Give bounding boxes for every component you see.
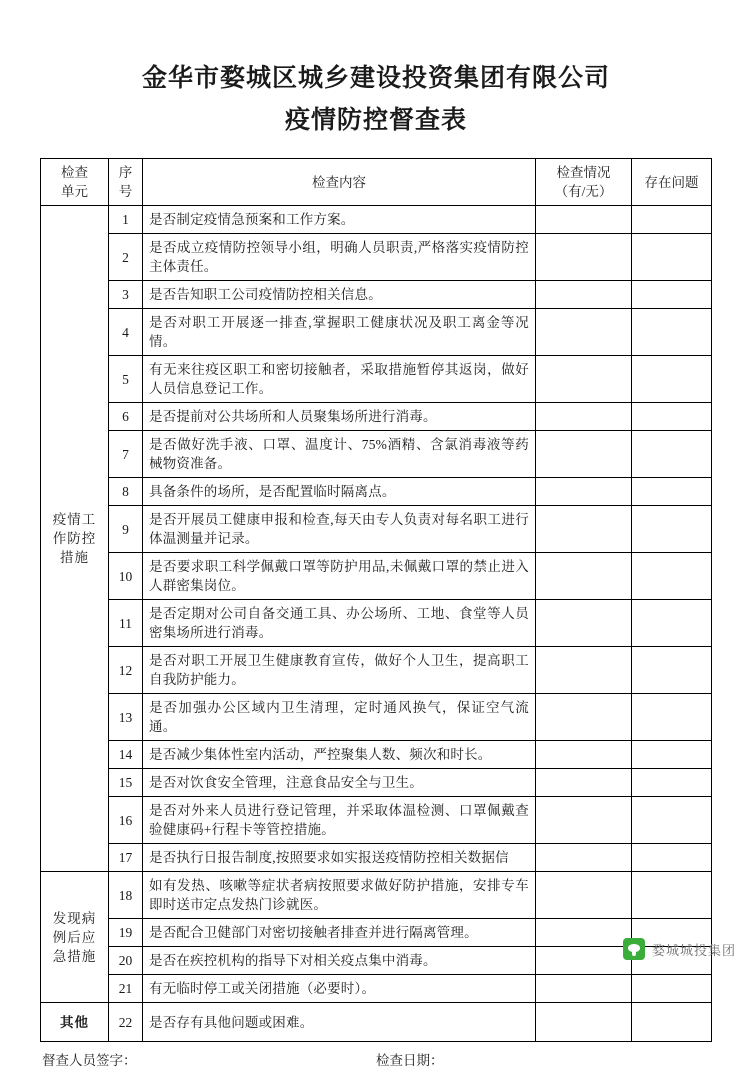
table-row [41,919,712,947]
leaf-logo-icon [623,938,645,960]
header-no [109,159,143,206]
row-status[interactable] [536,919,632,947]
row-problem[interactable] [632,600,712,647]
table-row [41,281,712,309]
table-row [41,431,712,478]
row-no: 11 [109,600,143,647]
row-content: 是否执行日报告制度,按照要求如实报送疫情防控相关数据信 [143,844,536,872]
row-status[interactable] [536,741,632,769]
header-problem: 存在问题 [632,159,712,206]
row-no: 10 [109,553,143,600]
watermark-account-name: 婺城城投集团 [651,942,736,958]
table-row [41,872,712,919]
table-row [41,553,712,600]
header-status-line2: （有/无） [554,184,613,199]
group-unit-cell-2 [41,872,109,1003]
row-no: 21 [109,975,143,1003]
table-row [41,694,712,741]
row-status[interactable] [536,769,632,797]
row-problem[interactable] [632,431,712,478]
date-label: 检查日期： [376,1053,444,1068]
page-title [40,58,712,142]
row-problem[interactable] [632,506,712,553]
row-status[interactable] [536,506,632,553]
row-problem[interactable] [632,234,712,281]
table-row [41,506,712,553]
row-problem[interactable] [632,769,712,797]
table-row [41,975,712,1003]
row-content: 是否加强办公区域内卫生清理，定时通风换气，保证空气流通。 [143,694,536,741]
row-status[interactable] [536,553,632,600]
row-content: 有无临时停工或关闭措施（必要时）。 [143,975,536,1003]
row-no: 7 [109,431,143,478]
row-status[interactable] [536,206,632,234]
row-content: 是否做好洗手液、口罩、温度计、75%酒精、含氯消毒液等药械物资准备。 [143,431,536,478]
table-row [41,403,712,431]
row-content: 如有发热、咳嗽等症状者病按照要求做好防护措施，安排专车即时送市定点发热门诊就医。 [143,872,536,919]
form-footer [40,1049,712,1069]
table-row [41,769,712,797]
table-row [41,797,712,844]
row-no: 6 [109,403,143,431]
header-content: 检查内容 [143,159,536,206]
row-no: 18 [109,872,143,919]
row-content: 是否提前对公共场所和人员聚集场所进行消毒。 [143,403,536,431]
row-content: 是否对外来人员进行登记管理，并采取体温检测、口罩佩戴查验健康码+行程卡等管控措施。 [143,797,536,844]
row-content: 是否存有具他问题或困难。 [143,1003,536,1042]
header-unit-line1: 检查 [61,165,88,180]
table-body [41,206,712,1042]
watermark [623,938,736,960]
row-no: 20 [109,947,143,975]
table-row [41,647,712,694]
row-content: 是否定期对公司自备交通工具、办公场所、工地、食堂等人员密集场所进行消毒。 [143,600,536,647]
group-unit-line-1: 疫情工 [52,512,97,527]
row-no: 15 [109,769,143,797]
row-status[interactable] [536,1003,632,1042]
row-status[interactable] [536,234,632,281]
table-row [41,947,712,975]
row-problem[interactable] [632,647,712,694]
header-no-line1: 序 [118,165,133,180]
row-status[interactable] [536,478,632,506]
row-content: 是否对职工开展卫生健康教育宣传，做好个人卫生，提高职工自我防护能力。 [143,647,536,694]
row-status[interactable] [536,975,632,1003]
row-problem[interactable] [632,797,712,844]
row-no: 22 [109,1003,143,1042]
row-status[interactable] [536,356,632,403]
row-status[interactable] [536,947,632,975]
row-status[interactable] [536,431,632,478]
row-status[interactable] [536,309,632,356]
row-content: 是否在疾控机构的指导下对相关疫点集中消毒。 [143,947,536,975]
header-status-line1: 检查情况 [556,165,611,180]
row-no: 1 [109,206,143,234]
row-no: 19 [109,919,143,947]
table-row [41,234,712,281]
row-status[interactable] [536,694,632,741]
row-problem[interactable] [632,741,712,769]
row-status[interactable] [536,797,632,844]
row-content: 是否开展员工健康申报和检查,每天由专人负责对每名职工进行体温测量并记录。 [143,506,536,553]
row-content: 是否减少集体性室内活动，严控聚集人数、频次和时长。 [143,741,536,769]
row-no: 12 [109,647,143,694]
table-row [41,309,712,356]
row-no: 8 [109,478,143,506]
row-problem[interactable] [632,309,712,356]
group-unit-line-2: 作防控 [52,531,97,546]
row-problem[interactable] [632,403,712,431]
signature-label: 督查人员签字： [42,1053,137,1068]
row-no: 9 [109,506,143,553]
group-unit-cell-3: 其他 [41,1003,109,1042]
row-problem[interactable] [632,975,712,1003]
row-content: 是否要求职工科学佩戴口罩等防护用品,未佩戴口罩的禁止进入人群密集岗位。 [143,553,536,600]
row-problem[interactable] [632,281,712,309]
title-line-2: 疫情防控督查表 [284,107,467,134]
row-problem[interactable] [632,206,712,234]
row-status[interactable] [536,600,632,647]
group-unit-line-3: 急措施 [52,948,97,964]
row-problem[interactable] [632,1003,712,1042]
table-row [41,844,712,872]
header-unit-line2: 单元 [61,184,88,199]
row-content: 有无来往疫区职工和密切接触者，采取措施暂停其返岗，做好人员信息登记工作。 [143,356,536,403]
row-content: 是否告知职工公司疫情防控相关信息。 [143,281,536,309]
row-problem[interactable] [632,553,712,600]
row-problem[interactable] [632,872,712,919]
row-no: 4 [109,309,143,356]
row-no: 13 [109,694,143,741]
row-no: 2 [109,234,143,281]
row-problem[interactable] [632,844,712,872]
header-status [536,159,632,206]
row-status[interactable] [536,281,632,309]
group-unit-cell-1 [41,206,109,872]
row-content: 具备条件的场所，是否配置临时隔离点。 [143,478,536,506]
title-line-1: 金华市婺城区城乡建设投资集团有限公司 [141,65,610,92]
row-no: 16 [109,797,143,844]
row-content: 是否配合卫健部门对密切接触者排查并进行隔离管理。 [143,919,536,947]
row-no: 14 [109,741,143,769]
header-no-line2: 号 [118,184,133,199]
row-no: 3 [109,281,143,309]
group-unit-line-1: 发现病 [52,910,97,926]
row-problem[interactable] [632,694,712,741]
row-content: 是否对饮食安全管理，注意食品安全与卫生。 [143,769,536,797]
row-status[interactable] [536,844,632,872]
row-content: 是否对职工开展逐一排查,掌握职工健康状况及职工离金等况情。 [143,309,536,356]
row-status[interactable] [536,872,632,919]
table-row [41,600,712,647]
table-row [41,356,712,403]
group-unit-line-3: 措施 [60,550,89,565]
row-status[interactable] [536,403,632,431]
table-row [41,741,712,769]
table-row [41,1003,712,1042]
table-header [41,159,712,206]
inspection-table [40,158,712,1042]
row-no: 5 [109,356,143,403]
table-row [41,206,712,234]
row-content: 是否制定疫情急预案和工作方案。 [143,206,536,234]
row-status[interactable] [536,647,632,694]
group-unit-line-2: 例后应 [52,929,97,945]
row-problem[interactable] [632,356,712,403]
header-unit [41,159,109,206]
row-problem[interactable] [632,478,712,506]
table-row [41,478,712,506]
row-no: 17 [109,844,143,872]
row-content: 是否成立疫情防控领导小组，明确人员职责,严格落实疫情防控主体责任。 [143,234,536,281]
